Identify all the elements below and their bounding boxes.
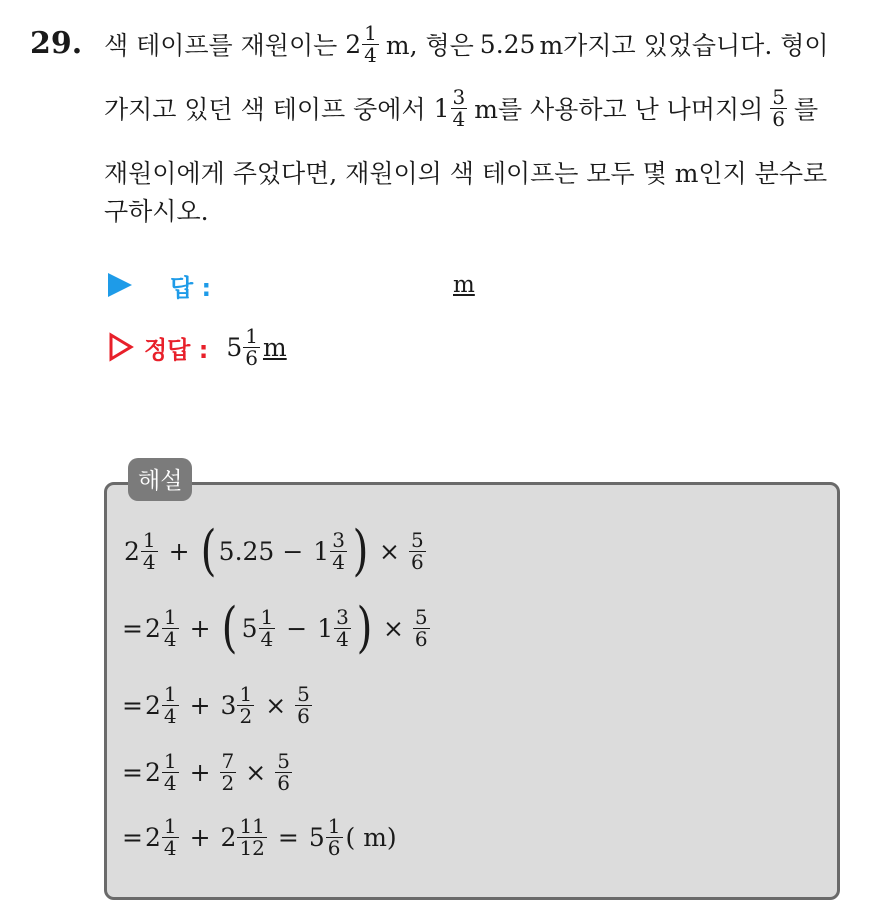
numerator: 1 bbox=[163, 813, 177, 838]
numerator: 1 bbox=[163, 681, 177, 706]
solution-step-1 bbox=[122, 519, 427, 582]
mixed-fraction bbox=[317, 604, 352, 651]
fraction bbox=[451, 84, 468, 131]
operator: − bbox=[282, 536, 304, 566]
numerator: 7 bbox=[221, 748, 235, 773]
operator: + bbox=[189, 822, 211, 852]
fraction bbox=[326, 813, 343, 860]
question-text: m가지고 있었습니다. 형이 bbox=[539, 31, 829, 60]
solution-step-3 bbox=[122, 676, 313, 734]
mixed-fraction bbox=[433, 84, 469, 131]
decimal-value: 5.25 bbox=[479, 29, 536, 59]
solution-step-2 bbox=[122, 596, 431, 659]
whole-part: 5 bbox=[241, 613, 258, 643]
mixed-fraction bbox=[308, 813, 344, 860]
numerator: 1 bbox=[163, 604, 177, 629]
denominator: 4 bbox=[163, 703, 177, 728]
unit-label: ( m) bbox=[345, 822, 397, 852]
left-paren: ( bbox=[200, 519, 217, 582]
numerator: 5 bbox=[410, 527, 424, 552]
fraction bbox=[295, 681, 312, 728]
mixed-fraction bbox=[220, 681, 256, 728]
fraction bbox=[334, 604, 351, 651]
numerator: 1 bbox=[364, 20, 377, 45]
fraction bbox=[413, 604, 430, 651]
numerator: 1 bbox=[260, 604, 274, 629]
mixed-fraction bbox=[345, 20, 380, 67]
operator: × bbox=[379, 536, 400, 566]
right-paren: ) bbox=[356, 596, 373, 659]
denominator: 12 bbox=[239, 835, 265, 860]
fraction bbox=[162, 681, 179, 728]
fraction bbox=[330, 527, 347, 574]
question-text: m, 형은 bbox=[385, 31, 474, 60]
fraction bbox=[275, 748, 292, 795]
whole-part: 5 bbox=[308, 822, 325, 852]
solution-tag: 해설 bbox=[128, 458, 192, 501]
whole-part: 2 bbox=[144, 757, 161, 787]
answer-label: 답 : bbox=[170, 273, 212, 302]
whole-part: 2 bbox=[220, 822, 237, 852]
denominator: 6 bbox=[414, 626, 428, 651]
numerator: 1 bbox=[163, 748, 177, 773]
question-line-2 bbox=[104, 82, 818, 134]
denominator: 4 bbox=[452, 106, 466, 131]
fraction bbox=[220, 748, 237, 795]
denominator: 6 bbox=[410, 549, 424, 574]
whole-part: 2 bbox=[144, 690, 161, 720]
question-text: 색 테이프를 재원이는 bbox=[104, 31, 338, 60]
whole-part: 3 bbox=[220, 690, 237, 720]
numerator: 11 bbox=[239, 813, 265, 838]
numerator: 5 bbox=[772, 84, 786, 109]
correct-answer-value bbox=[226, 323, 287, 370]
operator: × bbox=[245, 757, 267, 787]
denominator: 6 bbox=[327, 835, 341, 860]
fraction bbox=[162, 813, 179, 860]
solution-step-4 bbox=[122, 743, 293, 801]
operator: − bbox=[286, 613, 308, 643]
fraction bbox=[141, 527, 158, 574]
mixed-fraction bbox=[144, 813, 180, 860]
operator: × bbox=[382, 613, 404, 643]
operator: + bbox=[189, 690, 211, 720]
mixed-fraction bbox=[144, 748, 180, 795]
fraction bbox=[259, 604, 276, 651]
fraction bbox=[409, 527, 426, 574]
numerator: 5 bbox=[414, 604, 428, 629]
denominator: 2 bbox=[221, 770, 235, 795]
equals-sign: = bbox=[122, 690, 143, 720]
denominator: 4 bbox=[364, 42, 377, 67]
correct-answer-label: 정답 : bbox=[144, 335, 209, 364]
question-number: 29. bbox=[30, 26, 83, 61]
whole-part: 5 bbox=[226, 332, 243, 362]
answer-unit: m bbox=[453, 272, 475, 298]
whole-part: 2 bbox=[345, 29, 362, 59]
whole-part: 1 bbox=[433, 93, 450, 123]
decimal-value: 5.25 bbox=[218, 536, 275, 566]
correct-answer-unit: m bbox=[262, 332, 287, 362]
operator: + bbox=[189, 757, 211, 787]
mixed-fraction bbox=[144, 604, 180, 651]
equals-sign: = bbox=[122, 822, 143, 852]
mixed-fraction bbox=[241, 604, 277, 651]
operator: + bbox=[168, 536, 190, 566]
operator: × bbox=[265, 690, 287, 720]
denominator: 4 bbox=[163, 626, 177, 651]
equals-sign: = bbox=[277, 822, 299, 852]
question-text: 구하시오. bbox=[104, 197, 209, 226]
numerator: 3 bbox=[452, 84, 466, 109]
numerator: 1 bbox=[245, 323, 258, 348]
left-paren: ( bbox=[221, 596, 237, 659]
fraction bbox=[162, 748, 179, 795]
mixed-fraction bbox=[144, 681, 180, 728]
operator: + bbox=[189, 613, 211, 643]
denominator: 4 bbox=[332, 549, 345, 574]
denominator: 6 bbox=[772, 106, 786, 131]
denominator: 4 bbox=[163, 835, 177, 860]
denominator: 2 bbox=[239, 703, 253, 728]
question-text: 재원이에게 주었다면, 재원이의 색 테이프는 모두 몇 m인지 분수로 bbox=[104, 159, 828, 188]
correct-answer-row bbox=[108, 318, 287, 376]
fraction bbox=[162, 604, 179, 651]
mixed-fraction bbox=[220, 813, 268, 860]
numerator: 3 bbox=[332, 527, 345, 552]
whole-part: 1 bbox=[317, 613, 334, 643]
fraction bbox=[770, 84, 787, 131]
right-paren: ) bbox=[352, 519, 369, 582]
numerator: 1 bbox=[142, 527, 156, 552]
equals-sign: = bbox=[122, 613, 143, 643]
whole-part: 2 bbox=[144, 822, 161, 852]
solution-step-5 bbox=[122, 808, 397, 866]
whole-part: 1 bbox=[313, 536, 330, 566]
numerator: 5 bbox=[277, 748, 290, 773]
question-line-4 bbox=[104, 184, 209, 236]
numerator: 1 bbox=[239, 681, 253, 706]
fraction bbox=[243, 323, 260, 370]
whole-part: 2 bbox=[144, 613, 161, 643]
answer-row bbox=[108, 265, 475, 305]
whole-part: 2 bbox=[124, 536, 140, 566]
numerator: 3 bbox=[336, 604, 349, 629]
denominator: 4 bbox=[336, 626, 349, 651]
question-line-3 bbox=[104, 146, 827, 198]
denominator: 6 bbox=[277, 770, 290, 795]
mixed-fraction bbox=[313, 527, 348, 574]
denominator: 4 bbox=[163, 770, 177, 795]
denominator: 4 bbox=[260, 626, 274, 651]
denominator: 6 bbox=[297, 703, 310, 728]
question-text: 가지고 있던 색 테이프 중에서 bbox=[104, 95, 426, 124]
denominator: 6 bbox=[245, 345, 258, 370]
fraction bbox=[237, 813, 266, 860]
mixed-fraction bbox=[124, 527, 159, 574]
question-text: 를 bbox=[794, 95, 819, 124]
fraction bbox=[362, 20, 379, 67]
question-line-1 bbox=[104, 18, 829, 70]
question-text: m를 사용하고 난 나머지의 bbox=[474, 95, 764, 124]
numerator: 1 bbox=[327, 813, 341, 838]
play-triangle-icon bbox=[108, 273, 132, 297]
outline-triangle-icon bbox=[108, 332, 134, 362]
denominator: 4 bbox=[142, 549, 156, 574]
numerator: 5 bbox=[297, 681, 310, 706]
fraction bbox=[237, 681, 254, 728]
equals-sign: = bbox=[122, 757, 143, 787]
